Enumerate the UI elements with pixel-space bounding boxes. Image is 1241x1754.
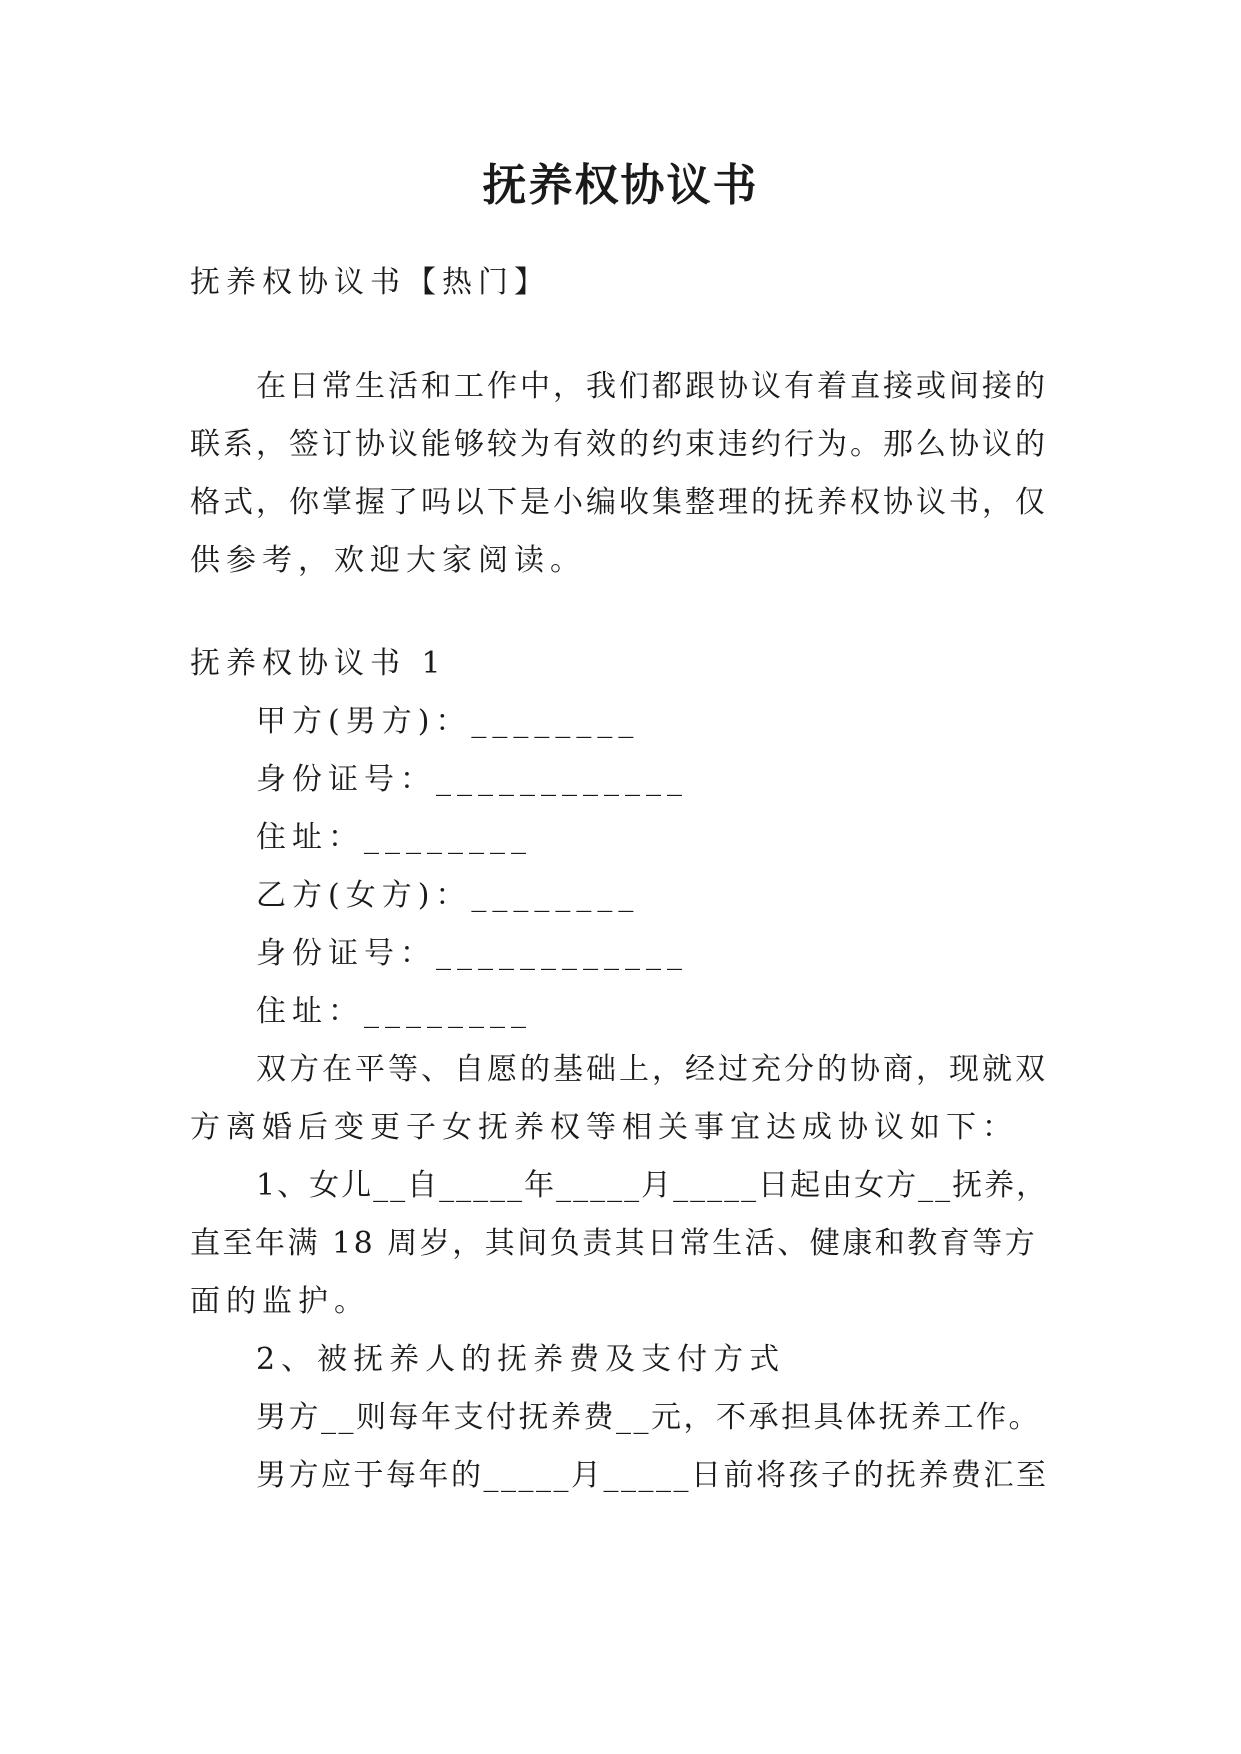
field-party-b: 乙方(女方)：________	[256, 878, 640, 913]
intro-line-2: 联系，签订协议能够较为有效的约束违约行为。那么协议的	[190, 427, 1048, 462]
document-title: 抚养权协议书	[482, 160, 759, 211]
field-party-b-id: 身份证号：____________	[256, 936, 688, 971]
clause2-title: 2、被抚养人的抚养费及支付方式	[256, 1342, 786, 1377]
field-party-b-address: 住址：________	[256, 994, 532, 1029]
agreement-line-2: 方离婚后变更子女抚养权等相关事宜达成协议如下：	[190, 1110, 1018, 1145]
section-title: 抚养权协议书 1	[190, 646, 447, 681]
clause1-line-3: 面的监护。	[190, 1284, 370, 1319]
clause1-line-1: 1、女儿__自_____年_____月_____日起由女方__抚养，	[256, 1168, 1049, 1203]
document-subtitle: 抚养权协议书【热门】	[190, 265, 550, 300]
intro-line-4: 供参考，欢迎大家阅读。	[190, 543, 586, 578]
clause1-line-2: 直至年满 18 周岁，其间负责其日常生活、健康和教育等方	[190, 1226, 1038, 1261]
intro-line-3: 格式，你掌握了吗以下是小编收集整理的抚养权协议书，仅	[190, 485, 1048, 520]
agreement-line-1: 双方在平等、自愿的基础上，经过充分的协商，现就双	[256, 1052, 1048, 1087]
field-party-a: 甲方(男方)：________	[256, 704, 640, 739]
field-party-a-id: 身份证号：____________	[256, 762, 688, 797]
intro-line-1: 在日常生活和工作中，我们都跟协议有着直接或间接的	[256, 369, 1048, 404]
clause2-line-2: 男方应于每年的_____月_____日前将孩子的抚养费汇至	[256, 1458, 1049, 1493]
clause2-line-1: 男方__则每年支付抚养费__元，不承担具体抚养工作。	[256, 1400, 1041, 1435]
field-party-a-address: 住址：________	[256, 820, 532, 855]
